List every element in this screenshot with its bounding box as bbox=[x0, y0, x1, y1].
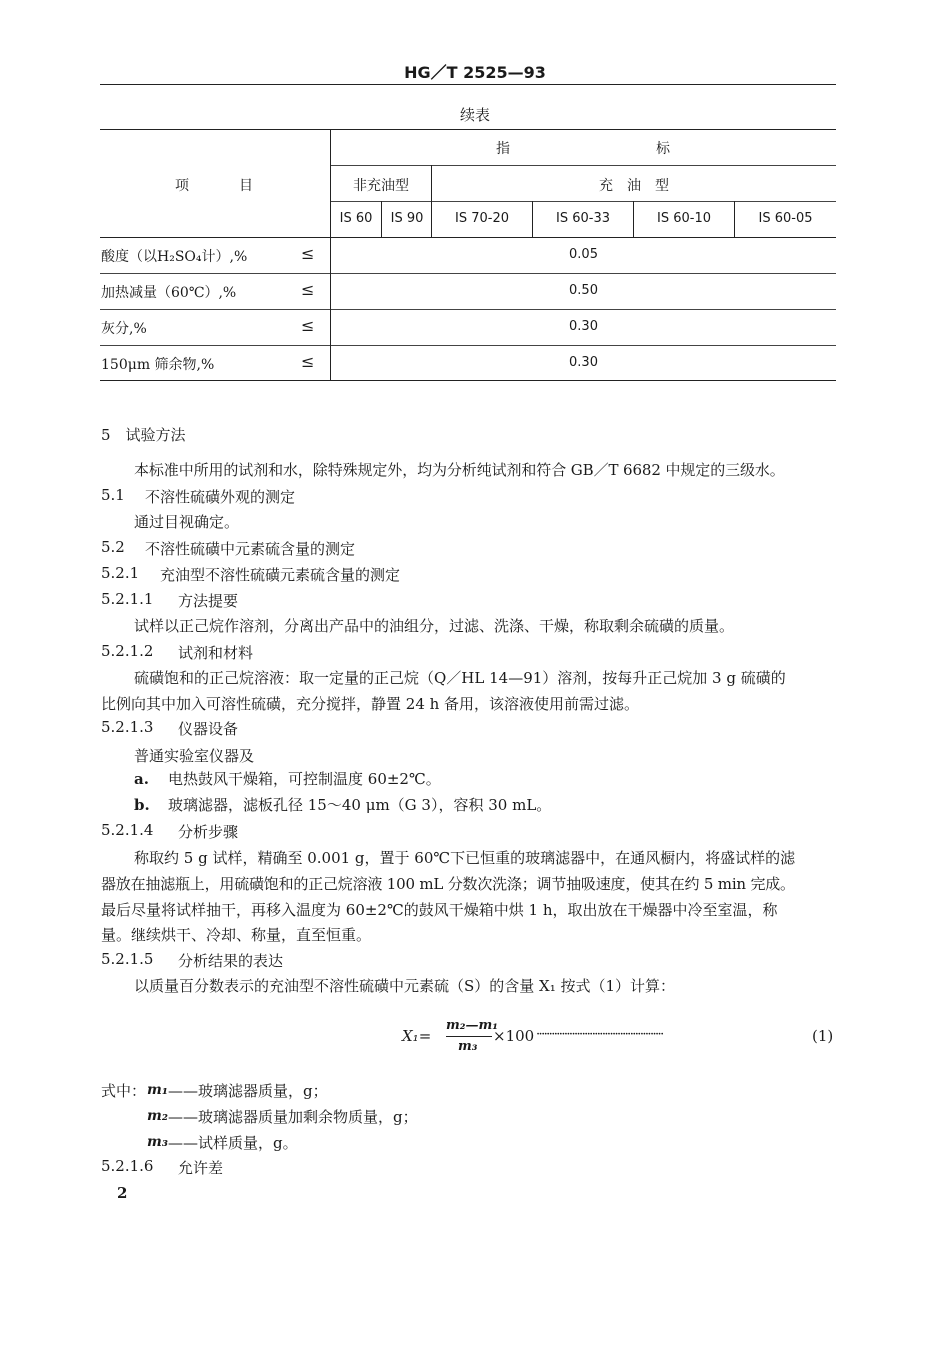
where-symbol: m₃ bbox=[147, 1134, 168, 1150]
subsection-text: 通过目视确定。 bbox=[134, 513, 240, 531]
formula-lhs: X₁= bbox=[402, 1027, 432, 1045]
col-header: IS 60-05 bbox=[758, 211, 813, 226]
section-intro: 本标准中所用的试剂和水，除特殊规定外，均为分析纯试剂和符合 GB／T 6682 中规定的三级水。 bbox=[134, 461, 785, 479]
subsection-title: 不溶性硫磺外观的测定 bbox=[145, 488, 296, 506]
formula-denominator: m₃ bbox=[458, 1039, 478, 1054]
paragraph-line: 器放在抽滤瓶上，用硫磺饱和的正己烷溶液 100 mL 分数次洗涤；调节抽吸速度，使其在约 5 min 完成。 bbox=[101, 875, 795, 893]
table-top-rule bbox=[100, 129, 836, 130]
subsection-title: 充油型不溶性硫磺元素硫含量的测定 bbox=[160, 566, 401, 584]
formula-numerator: m₂—m₁ bbox=[446, 1018, 498, 1033]
formula-rest: ×100 bbox=[493, 1027, 535, 1045]
document-header: HG／T 2525—93 bbox=[404, 63, 546, 82]
item-header: 项 目 bbox=[175, 178, 255, 194]
leq-sign: ≤ bbox=[301, 244, 315, 263]
leq-sign: ≤ bbox=[301, 352, 315, 371]
list-item: 电热鼓风干燥箱，可控制温度 60±2℃。 bbox=[168, 770, 441, 788]
row-value: 0.05 bbox=[569, 247, 598, 262]
where-symbol: m₂ bbox=[147, 1108, 168, 1124]
row-label-heat-loss: 加热减量（60℃）,% bbox=[101, 285, 237, 301]
header-rule bbox=[100, 84, 836, 85]
subsection-title: 试剂和材料 bbox=[178, 644, 254, 662]
where-item: ——试样质量，g。 bbox=[168, 1134, 298, 1152]
subsection-text: 硫磺饱和的正己烷溶液：取一定量的正己烷（Q／HL 14—91）溶剂，按每升正己烷加 3 g 硫磺的 bbox=[134, 669, 786, 687]
subsection-title: 不溶性硫磺中元素硫含量的测定 bbox=[145, 540, 356, 558]
col-header: IS 90 bbox=[390, 211, 424, 226]
table-rule bbox=[331, 165, 836, 166]
page-number: 2 bbox=[117, 1184, 128, 1202]
subsection-title: 方法提要 bbox=[178, 592, 239, 610]
table-rule bbox=[100, 345, 836, 346]
section-heading: 5 试验方法 bbox=[101, 426, 186, 444]
where-symbol: m₁ bbox=[147, 1082, 168, 1098]
equation-number: (1) bbox=[812, 1027, 834, 1045]
row-label-acidity: 酸度（以H₂SO₄计）,% bbox=[101, 249, 248, 265]
subsection-text: 试样以正己烷作溶剂，分离出产品中的油组分，过滤、洗涤、干燥，称取剩余硫磺的质量。 bbox=[134, 617, 735, 635]
row-label-sieve-residue: 150μm 筛余物,% bbox=[101, 357, 215, 373]
row-value: 0.50 bbox=[569, 283, 598, 298]
paragraph-line: 最后尽量将试样抽干，再移入温度为 60±2℃的鼓风干燥箱中烘 1 h，取出放在干燥器中冷至室温，称 bbox=[101, 901, 778, 919]
formula-leader-dots: ·················································· bbox=[536, 1027, 663, 1042]
subsection-text: 以质量百分数表示的充油型不溶性硫磺中元素硫（S）的含量 X₁ 按式（1）计算： bbox=[134, 977, 676, 995]
subsection-number: 5.2.1.3 bbox=[101, 718, 154, 736]
subsection-number: 5.2.1.5 bbox=[101, 950, 154, 968]
group-oil: 充 油 型 bbox=[599, 178, 669, 194]
subsection-title: 分析结果的表达 bbox=[178, 952, 284, 970]
table-caption: 续表 bbox=[459, 106, 490, 124]
col-header: IS 60-10 bbox=[657, 211, 711, 226]
where-prefix: 式中： bbox=[101, 1082, 147, 1100]
subsection-text: 普通实验室仪器及 bbox=[134, 747, 255, 765]
where-item: ——玻璃滤器质量加剩余物质量，g； bbox=[168, 1108, 418, 1126]
table-rule bbox=[331, 201, 836, 202]
table-rule bbox=[100, 309, 836, 310]
list-marker: b. bbox=[134, 796, 150, 814]
index-header-left: 指 bbox=[496, 141, 510, 157]
row-label-ash: 灰分,% bbox=[101, 321, 147, 337]
subsection-number: 5.2.1.1 bbox=[101, 590, 154, 608]
col-header: IS 60-33 bbox=[556, 211, 610, 226]
fraction-bar bbox=[446, 1036, 492, 1037]
row-value: 0.30 bbox=[569, 355, 598, 370]
paragraph-line: 称取约 5 g 试样，精确至 0.001 g，置于 60℃下已恒重的玻璃滤器中，在通风橱内，将盛试样的滤 bbox=[134, 849, 796, 867]
index-header-right: 标 bbox=[656, 141, 670, 157]
subsection-number: 5.2.1 bbox=[101, 564, 140, 582]
table-bottom-rule bbox=[100, 380, 836, 381]
group-non-oil: 非充油型 bbox=[353, 178, 409, 194]
leq-sign: ≤ bbox=[301, 316, 315, 335]
subsection-number: 5.1 bbox=[101, 486, 125, 504]
leq-sign: ≤ bbox=[301, 280, 315, 299]
list-marker: a. bbox=[134, 770, 149, 788]
subsection-number: 5.2.1.4 bbox=[101, 821, 154, 839]
paragraph-line: 量。继续烘干、冷却、称量，直至恒重。 bbox=[101, 926, 372, 944]
subsection-text: 比例向其中加入可溶性硫磺，充分搅拌，静置 24 h 备用，该溶液使用前需过滤。 bbox=[101, 695, 640, 713]
subsection-number: 5.2 bbox=[101, 538, 125, 556]
col-header: IS 60 bbox=[339, 211, 373, 226]
subsection-number: 5.2.1.2 bbox=[101, 642, 154, 660]
row-value: 0.30 bbox=[569, 319, 598, 334]
col-header: IS 70-20 bbox=[455, 211, 509, 226]
subsection-title: 仪器设备 bbox=[178, 720, 239, 738]
table-header-bottom-rule bbox=[100, 237, 836, 238]
where-item: ——玻璃滤器质量，g； bbox=[168, 1082, 328, 1100]
subsection-title: 分析步骤 bbox=[178, 823, 239, 841]
table-rule bbox=[100, 273, 836, 274]
subsection-title: 允许差 bbox=[178, 1159, 224, 1177]
list-item: 玻璃滤器，滤板孔径 15～40 μm（G 3），容积 30 mL。 bbox=[168, 796, 552, 814]
subsection-number: 5.2.1.6 bbox=[101, 1157, 154, 1175]
